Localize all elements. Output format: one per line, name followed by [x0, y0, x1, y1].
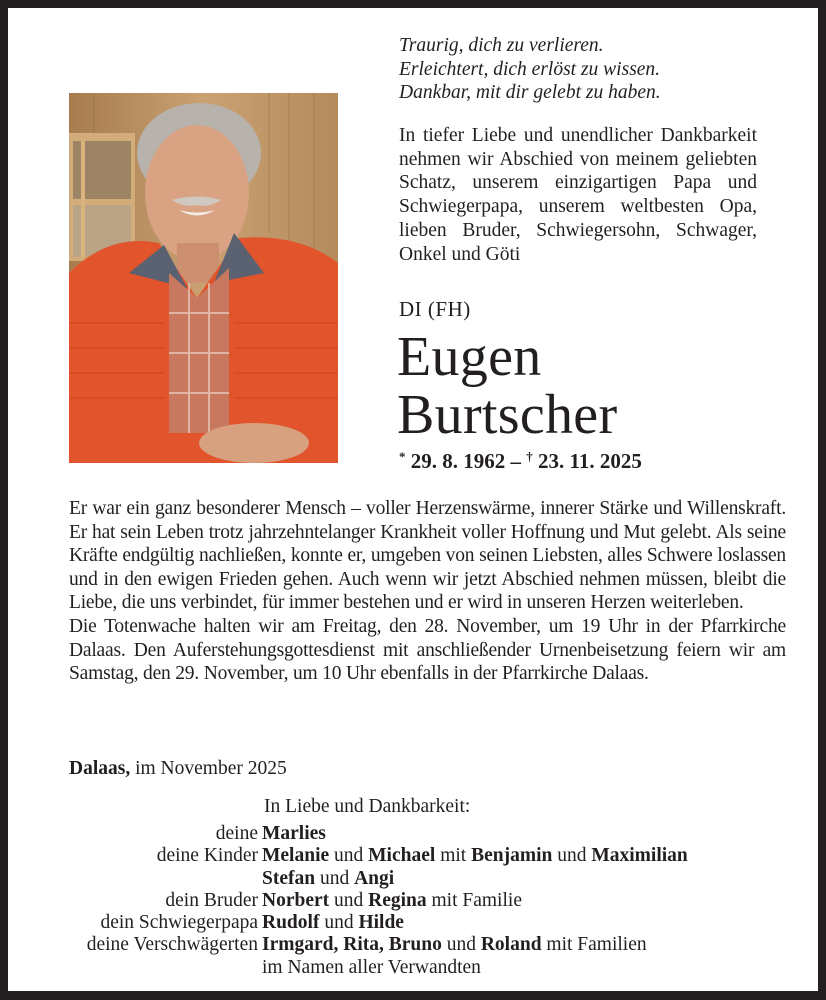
- connector-text: und: [552, 845, 592, 867]
- survivor-names: [262, 823, 326, 845]
- survivor-names: [262, 845, 688, 867]
- relation-label: deine Kinder: [156, 845, 258, 867]
- relation-label: dein Schwiegerpapa: [100, 912, 258, 934]
- survivor-row: [8, 845, 818, 867]
- obituary-body: [69, 497, 786, 686]
- survivor-name: Regina: [368, 889, 427, 911]
- life-dates: [399, 449, 642, 474]
- survivor-names: [262, 912, 404, 934]
- survivor-name: Rudolf: [262, 912, 320, 934]
- connector-text: und: [441, 934, 481, 956]
- connector-text: im Namen aller Verwandten: [262, 956, 481, 978]
- survivor-name: Hilde: [358, 912, 404, 934]
- relation-label: deine Verschwägerten: [86, 934, 258, 956]
- connector-text: und: [319, 912, 359, 934]
- portrait-photo: [69, 93, 338, 463]
- survivor-row: [8, 868, 818, 890]
- motto-line: Erleichtert, dich erlöst zu wissen.: [399, 58, 661, 80]
- survivor-name: Melanie: [262, 845, 330, 867]
- survivor-name: Stefan: [262, 867, 316, 889]
- obituary-page: [8, 8, 818, 991]
- tribute-paragraph: Er war ein ganz besonderer Mensch – voller Herzenswärme, innerer Stärke und Willenskraft. Er hat sein Leben trotz jahrzehntelanger Krankheit voller Hoffnung und Mut gelebt. Als seine Kräfte endgültig nachließen, konnte er, umgeben von seinen Liebsten, alles Schwere loslassen und in den ewigen Frieden gehen. Auch wenn wir jetzt Abschied nehmen müssen, bleibt die Liebe, die uns verbindet, für immer bestehen und er wird in unseren Herzen weiterleben.: [69, 498, 786, 614]
- motto-line: Dankbar, mit dir gelebt zu haben.: [399, 82, 661, 103]
- survivor-names: [262, 890, 522, 912]
- survivors-list: [8, 823, 818, 979]
- connector-text: und: [329, 889, 369, 911]
- survivor-name: Maximilian: [591, 845, 688, 867]
- survivor-name: Michael: [368, 845, 436, 867]
- service-details-paragraph: Die Totenwache halten wir am Freitag, den 28. November, um 19 Uhr in der Pfarrkirche Dalaas. Den Auferstehungsgottesdienst mit anschließender Urnenbeisetzung feiern wir am Samstag, den 29. November, um 10 Uhr ebenfalls in der Pfarrkirche Dalaas.: [69, 615, 786, 685]
- portrait-image-icon: [69, 93, 338, 463]
- relation-label: dein Bruder: [165, 889, 258, 911]
- survivor-row: [8, 890, 818, 912]
- place-date: [69, 758, 287, 780]
- relation-label: deine: [215, 823, 258, 844]
- motto-verse: [399, 34, 661, 105]
- connector-text: mit: [435, 845, 472, 867]
- survivor-name: Angi: [354, 867, 395, 889]
- survivor-row: [8, 934, 818, 956]
- intro-paragraph: In tiefer Liebe und unendlicher Dankbarkeit nehmen wir Abschied von meinem geliebten Schatz, unserem einzigartigen Papa und Schwiegerpapa, unserem weltbesten Opa, lieben Bruder, Schwiegersohn, Schwager, Onkel und Göti: [399, 125, 757, 265]
- survivor-name: Norbert: [262, 889, 330, 911]
- first-name: Eugen: [397, 326, 542, 388]
- date-separator: –: [505, 449, 527, 473]
- last-name: Burtscher: [397, 384, 618, 446]
- survivor-names: [262, 868, 394, 890]
- date: im November 2025: [135, 758, 287, 779]
- thanks-intro: In Liebe und Dankbarkeit:: [264, 796, 471, 817]
- academic-title: DI (FH): [399, 297, 471, 321]
- place: Dalaas,: [69, 758, 131, 779]
- survivor-row: [8, 912, 818, 934]
- connector-text: und: [329, 845, 369, 867]
- survivor-name: Irmgard, Rita, Bruno: [262, 934, 442, 956]
- connector-text: und: [315, 867, 355, 889]
- survivor-row: [8, 957, 818, 979]
- survivor-name: Marlies: [262, 823, 326, 844]
- death-cross-icon: †: [526, 449, 533, 464]
- motto-line: Traurig, dich zu verlieren.: [399, 35, 604, 56]
- survivor-name: Benjamin: [471, 845, 553, 867]
- survivor-names: [262, 934, 647, 956]
- survivor-names: [262, 957, 481, 979]
- birth-date: 29. 8. 1962: [410, 449, 506, 473]
- deceased-name: [397, 328, 617, 444]
- survivor-name: Roland: [480, 934, 542, 956]
- connector-text: mit Familie: [426, 889, 522, 911]
- death-date: 23. 11. 2025: [538, 449, 642, 473]
- connector-text: mit Familien: [541, 934, 647, 956]
- birth-star-icon: *: [399, 449, 406, 464]
- survivor-row: [8, 823, 818, 845]
